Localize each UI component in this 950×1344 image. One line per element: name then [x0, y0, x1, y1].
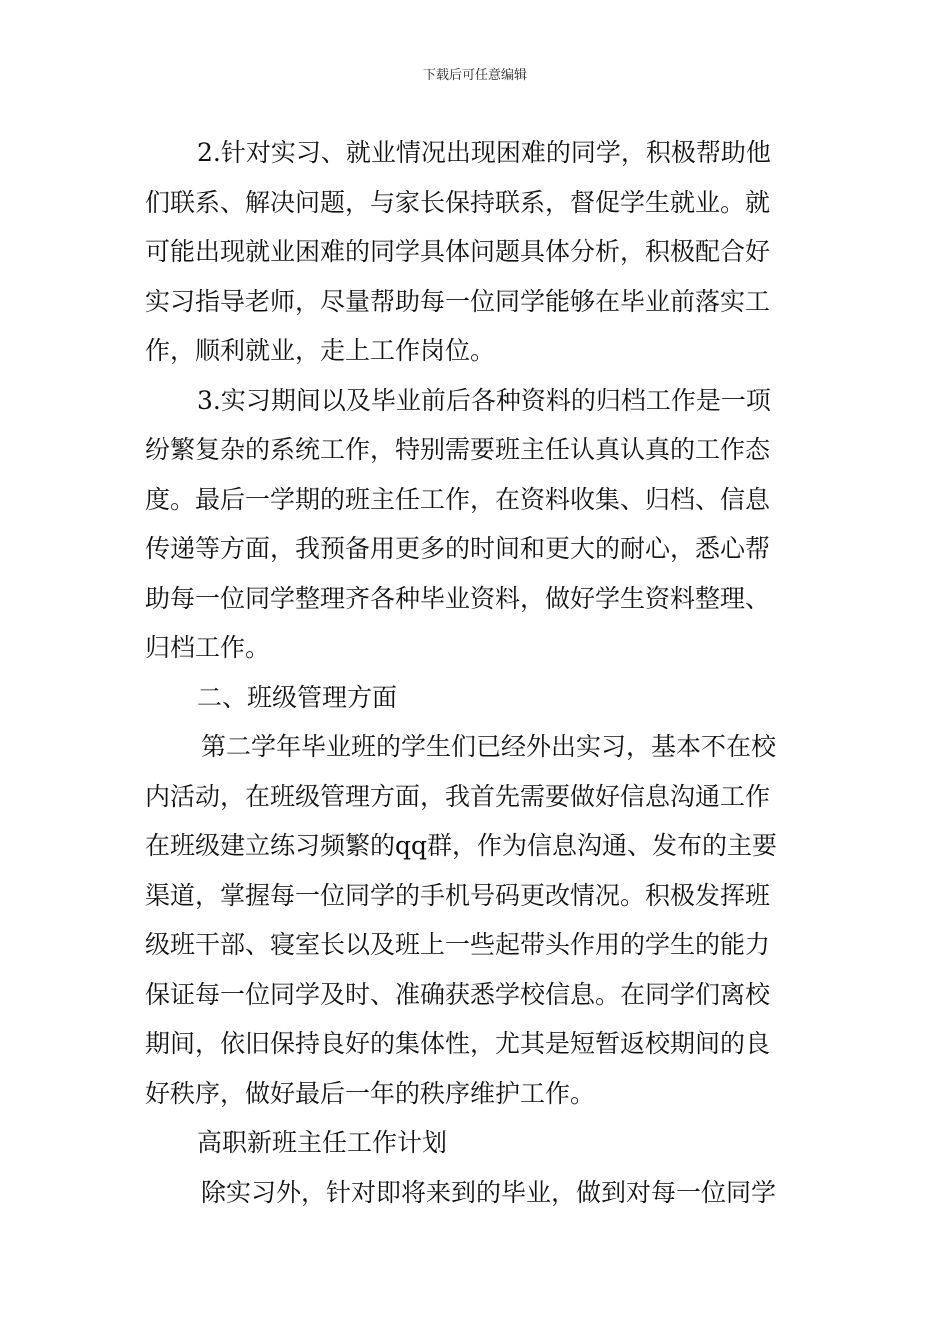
text-line: 传递等方面，我预备用更多的时间和更大的耐心，悉心帮	[145, 534, 771, 563]
text-line: 级班干部、寝室长以及班上一些起带头作用的学生的能力	[145, 930, 771, 959]
page-header: 下载后可任意编辑	[422, 68, 527, 83]
text-line: 期间，依旧保持良好的集体性，尤其是短暂返校期间的良	[145, 1029, 771, 1058]
text-line: 助每一位同学整理齐各种毕业资料，做好学生资料整理、	[145, 583, 771, 613]
text-line: 度。最后一学期的班主任工作，在资料收集、归档、信息	[145, 484, 771, 514]
text-line: 保证每一位同学及时、准确获悉学校信息。在同学们离校	[145, 979, 771, 1009]
section-heading: 二、班级管理方面	[197, 682, 398, 712]
text-line: 内活动，在班级管理方面，我首先需要做好信息沟通工作	[145, 781, 771, 811]
section-heading: 高职新班主任工作计划	[197, 1128, 448, 1157]
document-body	[145, 128, 810, 1217]
text-line: 们联系、解决问题，与家长保持联系，督促学生就业。就	[145, 187, 771, 217]
text-line: 2.针对实习、就业情况出现困难的同学，积极帮助他	[197, 138, 771, 167]
text-line: 3.实习期间以及毕业前后各种资料的归档工作是一项	[197, 385, 771, 415]
text-line: 在班级建立练习频繁的qq群，作为信息沟通、发布的主要	[145, 831, 778, 860]
text-line: 可能出现就业困难的同学具体问题具体分析，积极配合好	[145, 237, 771, 266]
text-line: 第二学年毕业班的学生们已经外出实习，基本不在校	[201, 732, 777, 761]
text-line: 实习指导老师，尽量帮助每一位同学能够在毕业前落实工	[145, 286, 771, 316]
text-line: 作，顺利就业，走上工作岗位。	[145, 336, 496, 365]
text-line: 除实习外，针对即将来到的毕业，做到对每一位同学	[201, 1177, 777, 1207]
text-line: 渠道，掌握每一位同学的手机号码更改情况。积极发挥班	[145, 880, 771, 910]
text-line: 好秩序，做好最后一年的秩序维护工作。	[145, 1078, 596, 1108]
text-line: 归档工作。	[145, 633, 271, 662]
text-line: 纷繁复杂的系统工作，特别需要班主任认真认真的工作态	[145, 435, 771, 464]
